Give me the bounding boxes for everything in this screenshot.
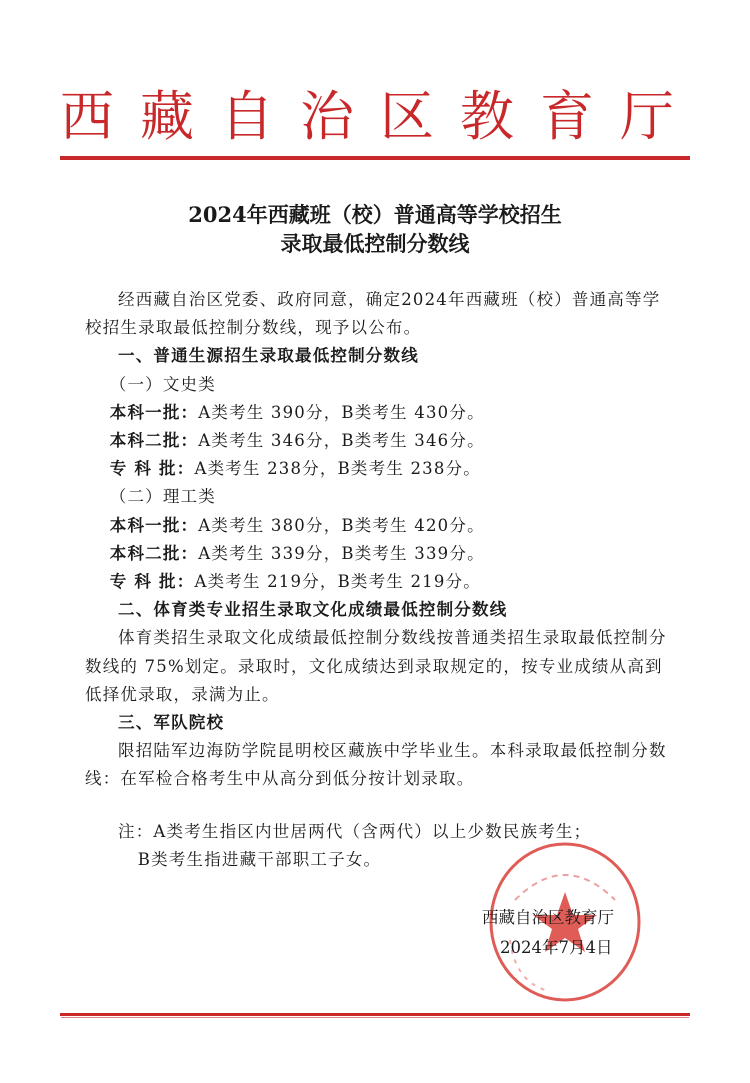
signature-date: 2024年7月4日 <box>500 938 613 957</box>
title-line-2: 录取最低控制分数线 <box>280 231 470 256</box>
note-line-2: B类考生指进藏干部职工子女。 <box>137 849 382 869</box>
score-text: A类考生 346分，B类考生 346分。 <box>198 431 485 451</box>
group-label-liberal-arts: （一）文史类 <box>109 374 216 394</box>
batch-label: 本科二批： <box>109 543 199 563</box>
document-body <box>85 286 670 874</box>
header-rule <box>60 156 690 160</box>
footer-rule <box>60 1013 690 1016</box>
section2-heading: 二、体育类专业招生录取文化成绩最低控制分数线 <box>118 600 508 620</box>
signature-org: 西藏自治区教育厅 <box>482 908 614 927</box>
batch-label: 本科一批： <box>109 402 199 422</box>
signature-block <box>482 903 614 963</box>
section2-text: 体育类招生录取文化成绩最低控制分数线按普通类招生录取最低控制分数线的 75%划定。录取时，文化成绩达到录取规定的，按专业成绩从高到低择优录取，录满为止。 <box>85 628 667 704</box>
score-text: A类考生 390分，B类考生 430分。 <box>198 402 485 422</box>
score-row <box>85 512 670 540</box>
masthead: 西藏自治区教育厅 <box>60 85 700 148</box>
score-text: A类考生 339分，B类考生 339分。 <box>198 543 485 563</box>
score-text: A类考生 380分，B类考生 420分。 <box>198 515 485 535</box>
batch-label: 专 科 批： <box>109 459 195 479</box>
section3-heading: 三、军队院校 <box>118 713 225 733</box>
score-text: A类考生 238分，B类考生 238分。 <box>194 459 481 479</box>
score-row <box>85 427 670 455</box>
section3-text: 限招陆军边海防学院昆明校区藏族中学毕业生。本科录取最低控制分数线：在军检合格考生中从高分到低分按计划录取。 <box>85 741 667 789</box>
batch-label: 本科一批： <box>109 515 199 535</box>
score-row <box>85 455 670 483</box>
title-line-1: 2024年西藏班（校）普通高等学校招生 <box>188 202 562 227</box>
score-row <box>85 540 670 568</box>
score-row <box>85 568 670 596</box>
batch-label: 本科二批： <box>109 431 199 451</box>
intro-paragraph: 经西藏自治区党委、政府同意，确定2024年西藏班（校）普通高等学校招生录取最低控制分数线，现予以公布。 <box>85 290 661 338</box>
score-text: A类考生 219分，B类考生 219分。 <box>194 572 481 592</box>
score-row <box>85 399 670 427</box>
batch-label: 专 科 批： <box>109 572 195 592</box>
section1-heading: 一、普通生源招生录取最低控制分数线 <box>118 346 419 366</box>
document-title <box>60 200 690 258</box>
group-label-science: （二）理工类 <box>109 487 216 507</box>
note-line-1: 注：A类考生指区内世居两代（含两代）以上少数民族考生； <box>118 821 592 841</box>
